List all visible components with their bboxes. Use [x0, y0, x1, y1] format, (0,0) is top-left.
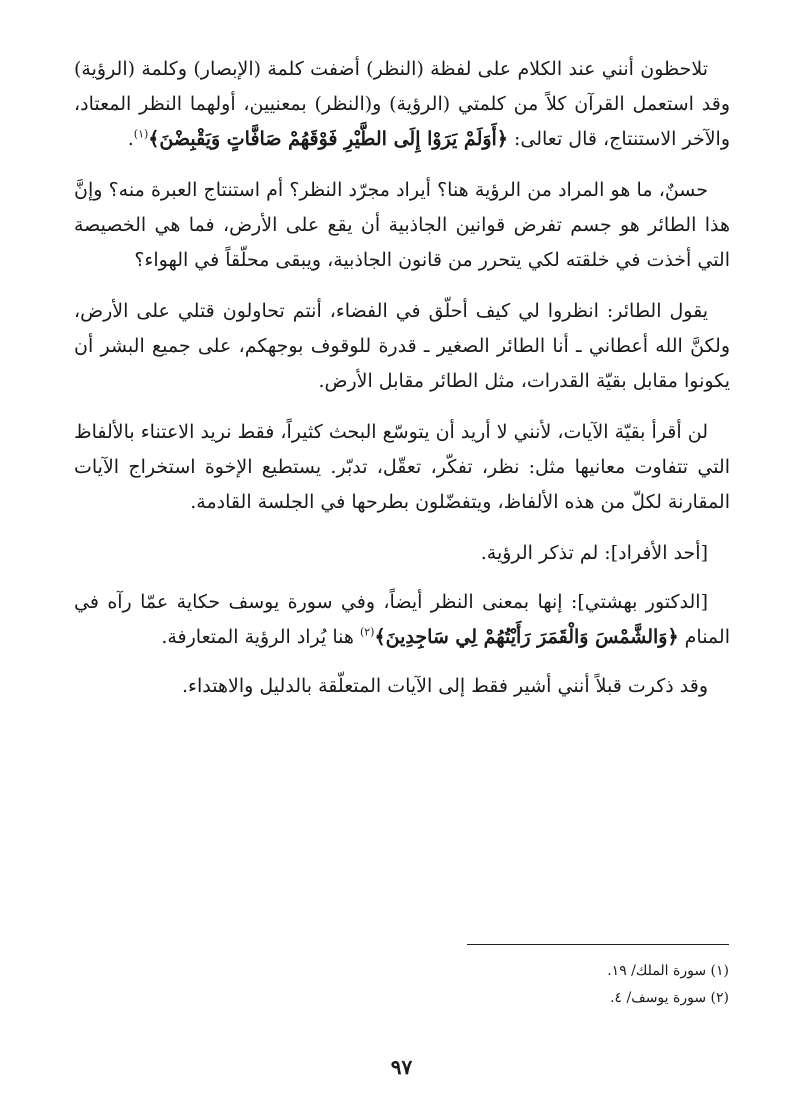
paragraph-4: لن أقرأ بقيّة الآيات، لأنني لا أريد أن يتوسّع البحث كثيراً، فقط نريد الاعتناء بالألفاظ التي تتفاوت معانيها مثل: نظر، تفكّر، تعقّل، تدبّر. يستطيع الإخوة استخراج الآيات المقارنة لكلّ من هذه الألفاظ، ويتفضّلون بطرحها في الجلسة القادمة.	[74, 421, 730, 513]
paragraph-7: وقد ذكرت قبلاً أنني أشير فقط إلى الآيات المتعلّقة بالدليل والاهتداء.	[182, 675, 708, 697]
footnote-ref-2[interactable]: (٢)	[359, 625, 375, 639]
footnote-2: (٢) سورة يوسف/ ٤.	[610, 990, 729, 1006]
paragraph-6	[74, 585, 730, 655]
page-body	[74, 52, 730, 720]
footnote-separator	[467, 944, 729, 945]
paragraph-5: [أحد الأفراد]: لم تذكر الرؤية.	[480, 542, 708, 564]
paragraph-6-text: [الدكتور بهشتي]: إنها بمعنى النظر أيضاً، وفي سورة يوسف حكاية عمّا رآه في المنام	[74, 591, 730, 648]
quran-verse-yusuf: ﴿وَالشَّمْسَ وَالْقَمَرَ رَأَيْتُهُمْ لِي سَاجِدِينَ﴾	[374, 626, 679, 648]
quran-verse-al-mulk: ﴿أَوَلَمْ يَرَوْا إِلَى الطَّيْرِ فَوْقَهُمْ صَافَّاتٍ وَيَقْبِضْنَ﴾	[148, 128, 508, 150]
footnote-1: (١) سورة الملك/ ١٩.	[607, 963, 729, 979]
page-number: ٩٧	[390, 1055, 413, 1079]
paragraph-3: يقول الطائر: انظروا لي كيف أحلّق في الفضاء، أنتم تحاولون قتلي على الأرض، ولكنَّ الله أعطاني ـ أنا الطائر الصغير ـ قدرة للوقوف بوجهكم، على جميع البشر أن يكونوا مقابل بقيّة القدرات، مثل الطائر مقابل الأرض.	[74, 300, 730, 392]
paragraph-6-end: هنا يُراد الرؤية المتعارفة.	[161, 626, 360, 648]
footnotes	[329, 958, 729, 1012]
paragraph-1-end: .	[127, 128, 134, 150]
paragraph-2: حسنٌ، ما هو المراد من الرؤية هنا؟ أيراد مجرّد النظر؟ أم استنتاج العبرة منه؟ وإنَّ هذا الطائر هو جسم تفرض قوانين الجاذبية أن يقع على الأرض، فما هي الخصيصة التي أخذت في خلقته لكي يتحرر من قانون الجاذبية، ويبقى محلّقاً في الهواء؟	[74, 179, 730, 271]
paragraph-1-text: تلاحظون أنني عند الكلام على لفظة (النظر) أضفت كلمة (الإبصار) وكلمة (الرؤية) وقد استعمل القرآن كلاً من كلمتي (الرؤية) و(النظر) بمعنيين، أولهما النظر المعتاد، والآخر الاستنتاج، قال تعالى:	[74, 58, 730, 150]
paragraph-1	[74, 52, 730, 157]
footnote-ref-1[interactable]: (١)	[133, 127, 149, 141]
